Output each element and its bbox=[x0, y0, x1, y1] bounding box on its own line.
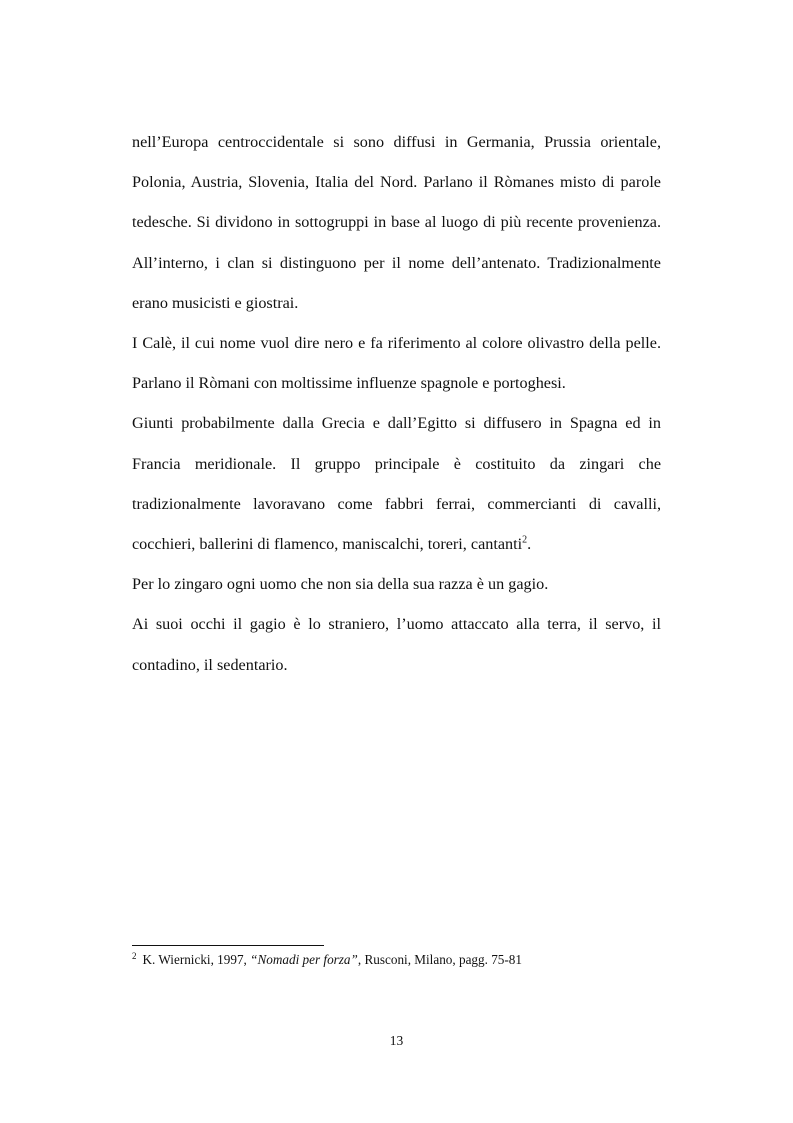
footnote-separator bbox=[132, 945, 324, 946]
body-text bbox=[132, 122, 661, 685]
paragraph-1: nell’Europa centroccidentale si sono diffusi in Germania, Prussia orientale, Polonia, Austria, Slovenia, Italia del Nord. Parlano il Ròmanes misto di parole tedesche. Si dividono in sottogruppi in base al luogo di più recente provenienza. All’interno, i clan si distinguono per il nome dell’antenato. Tradizionalmente erano musicisti e giostrai. bbox=[132, 133, 661, 312]
page-number: 13 bbox=[389, 1033, 404, 1048]
paragraph-3 bbox=[132, 403, 661, 564]
paragraph-2: I Calè, il cui nome vuol dire nero e fa riferimento al colore olivastro della pelle. Parlano il Ròmani con moltissime influenze spagnole e portoghesi. bbox=[132, 334, 661, 393]
footnote-publisher: , Rusconi, Milano, pagg. 75-81 bbox=[357, 952, 522, 967]
paragraph-3-text: Giunti probabilmente dalla Grecia e dall’Egitto si diffusero in Spagna ed in Francia meridionale. Il gruppo principale è costituito da zingari che tradizionalmente lavoravano come fabbri ferrai, commercianti di cavalli, cocchieri, ballerini di flamenco, maniscalchi, toreri, cantanti bbox=[132, 414, 661, 554]
footnote-title: “Nomadi per forza” bbox=[250, 952, 358, 967]
footnote-reference[interactable]: 2 bbox=[522, 534, 528, 546]
paragraph-5: Ai suoi occhi il gagio è lo straniero, l’uomo attaccato alla terra, il servo, il contadino, il sedentario. bbox=[132, 615, 661, 674]
footnote-author-year: K. Wiernicki, 1997, bbox=[142, 952, 251, 967]
paragraph-3-end: . bbox=[527, 535, 532, 554]
footnote bbox=[132, 950, 692, 970]
footnote-marker: 2 bbox=[132, 950, 137, 961]
paragraph-4: Per lo zingaro ogni uomo che non sia della sua razza è un gagio. bbox=[132, 575, 549, 594]
